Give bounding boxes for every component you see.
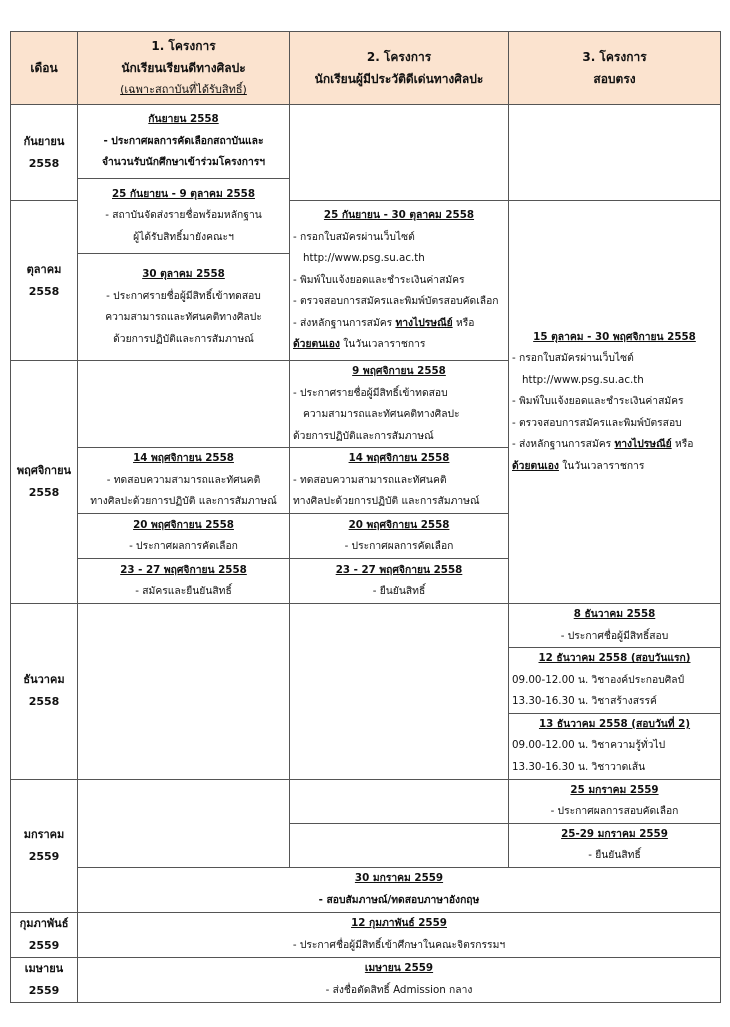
month-november: พฤศจิกายน 2558 <box>11 361 78 604</box>
p2-event-result: 20 พฤศจิกายน 2558 - ประกาศผลการคัดเลือก <box>290 514 509 559</box>
p2-empty-january-b <box>290 823 509 867</box>
common-event-interview: 30 มกราคม 2559 - สอบสัมภาษณ์/ทดสอบภาษาอังกฤษ <box>78 867 721 912</box>
p3-event-exam-day-2: 13 ธันวาคม 2558 (สอบวันที่ 2) 09.00-12.00 น. วิชาความรู้ทั่วไป 13.30-16.30 น. วิชาวาดเส้น <box>509 713 721 779</box>
month-december: ธันวาคม 2558 <box>11 604 78 780</box>
month-september: กันยายน 2558 <box>11 105 78 201</box>
p1-event-selection-result: กันยายน 2558 - ประกาศผลการคัดเลือกสถาบันและ จำนวนรับนักศึกษาเข้าร่วมโครงการฯ <box>78 105 290 179</box>
p1-event-result: 20 พฤศจิกายน 2558 - ประกาศผลการคัดเลือก <box>78 514 290 559</box>
p1-empty-november <box>78 361 290 448</box>
header-project-2: 2. โครงการ นักเรียนผู้มีประวัติดีเด่นทางศิลปะ <box>290 32 509 105</box>
common-event-admission: เมษายน 2559 - ส่งชื่อตัดสิทธิ์ Admission กลาง <box>78 957 721 1002</box>
p1-event-aptitude-test: 14 พฤศจิกายน 2558 - ทดสอบความสามารถและทัศนคติ ทางศิลปะด้วยการปฏิบัติ และการสัมภาษณ์ <box>78 448 290 514</box>
p3-event-confirm: 25-29 มกราคม 2559 - ยืนยันสิทธิ์ <box>509 823 721 867</box>
header-project-3: 3. โครงการ สอบตรง <box>509 32 721 105</box>
month-february: กุมภาพันธ์ 2559 <box>11 912 78 957</box>
header-row <box>11 32 721 105</box>
p3-event-exam-list: 8 ธันวาคม 2558 - ประกาศชื่อผู้มีสิทธิ์สอบ <box>509 604 721 648</box>
common-event-announcement: 12 กุมภาพันธ์ 2559 - ประกาศชื่อผู้มีสิทธิ์เข้าศึกษาในคณะจิตรกรรมฯ <box>78 912 721 957</box>
p2-empty-january-a <box>290 779 509 823</box>
p3-event-result: 25 มกราคม 2559 - ประกาศผลการสอบคัดเลือก <box>509 779 721 823</box>
p2-event-confirm: 23 - 27 พฤศจิกายน 2558 - ยืนยันสิทธิ์ <box>290 559 509 604</box>
p3-event-exam-day-1: 12 ธันวาคม 2558 (สอบวันแรก) 09.00-12.00 น. วิชาองค์ประกอบศิลป์ 13.30-16.30 น. วิชาสร้างสรรค์ <box>509 648 721 714</box>
p3-event-application: 15 ตุลาคม - 30 พฤศจิกายน 2558 - กรอกใบสมัครผ่านเว็บไซต์ http://www.psg.su.ac.th - พิมพ์ใบแจ้งยอดและชำระเงินค่าสมัคร - ตรวจสอบการสมัครและพิมพ์บัตรสอบ - ส่งหลักฐานการสมัคร ทางไปรษณีย์ หรือ ด้วยตนเอง ในวันเวลาราชการ <box>509 201 721 604</box>
month-january: มกราคม 2559 <box>11 779 78 912</box>
p2-empty-september <box>290 105 509 201</box>
p1-empty-december <box>78 604 290 780</box>
p2-empty-december <box>290 604 509 780</box>
p2-event-exam-list: 9 พฤศจิกายน 2558 - ประกาศรายชื่อผู้มีสิทธิ์เข้าทดสอบ ความสามารถและทัศนคติทางศิลปะ ด้วยการปฏิบัติและการสัมภาษณ์ <box>290 361 509 448</box>
p1-empty-january <box>78 779 290 867</box>
p2-event-application: 25 กันยายน - 30 ตุลาคม 2558 - กรอกใบสมัครผ่านเว็บไซต์ http://www.psg.su.ac.th - พิมพ์ใบแจ้งยอดและชำระเงินค่าสมัคร - ตรวจสอบการสมัครและพิมพ์บัตรสอบคัดเลือก - ส่งหลักฐานการสมัคร ทางไปรษณีย์ หรือ ด้วยตนเอง ในวันเวลาราชการ <box>290 201 509 361</box>
p1-event-submit-list: 25 กันยายน - 9 ตุลาคม 2558 - สถาบันจัดส่งรายชื่อพร้อมหลักฐาน ผู้ได้รับสิทธิ์มายังคณะฯ <box>78 179 290 254</box>
admission-schedule-table <box>10 31 721 1003</box>
header-project-1: 1. โครงการ นักเรียนเรียนดีทางศิลปะ (เฉพาะสถาบันที่ได้รับสิทธิ์) <box>78 32 290 105</box>
p2-event-aptitude-test: 14 พฤศจิกายน 2558 - ทดสอบความสามารถและทัศนคติ ทางศิลปะด้วยการปฏิบัติ และการสัมภาษณ์ <box>290 448 509 514</box>
month-october: ตุลาคม 2558 <box>11 201 78 361</box>
month-april: เมษายน 2559 <box>11 957 78 1002</box>
p1-event-exam-list: 30 ตุลาคม 2558 - ประกาศรายชื่อผู้มีสิทธิ์เข้าทดสอบ ความสามารถและทัศนคติทางศิลปะ ด้วยการปฏิบัติและการสัมภาษณ์ <box>78 254 290 361</box>
p1-event-confirm: 23 - 27 พฤศจิกายน 2558 - สมัครและยืนยันสิทธิ์ <box>78 559 290 604</box>
header-month: เดือน <box>11 32 78 105</box>
p3-empty-september <box>509 105 721 201</box>
